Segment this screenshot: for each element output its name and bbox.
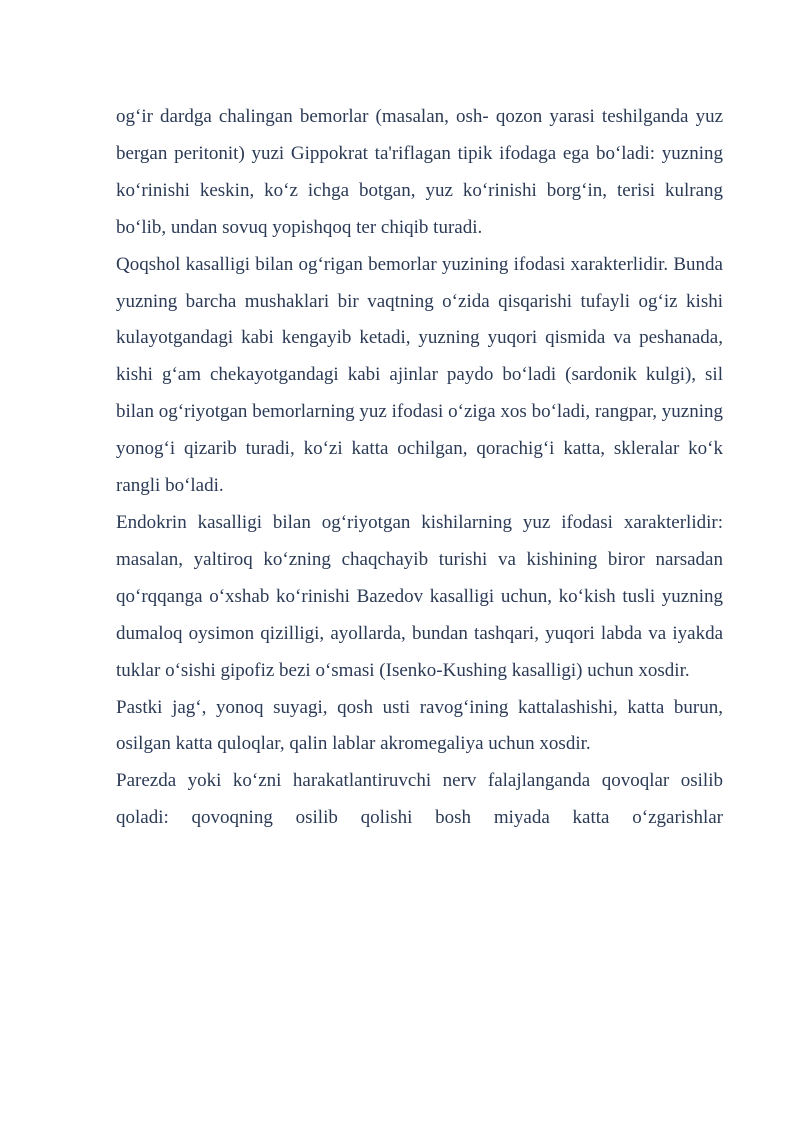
paragraph-gippocrates-face: og‘ir dardga chalingan bemorlar (masalan, osh- qozon yarasi teshilganda yuz bergan peritonit) yuzi Gippokrat ta'riflagan tipik ifodaga ega bo‘ladi: yuzning ko‘rinishi keskin, ko‘z ichga botgan, yuz ko‘rinishi borg‘in, terisi kulrang bo‘lib, undan sovuq yopishqoq ter chiqib turadi.: [116, 106, 723, 238]
paragraph-endocrine-face: Endokrin kasalligi bilan og‘riyotgan kishilarning yuz ifodasi xarakterlidir: masalan, yaltiroq ko‘zning chaqchayib turishi va kishining biror narsadan qo‘rqqanga o‘xshab ko‘rinishi Bazedov kasalligi uchun, ko‘kish tusli yuzning dumaloq oysimon qizilligi, ayollarda, bundan tashqari, yuqori labda va iyakda tuklar o‘sishi gipofiz bezi o‘smasi (Isenko-Kushing kasalligi) uchun xosdir.: [116, 511, 723, 681]
paragraph-acromegaly: Pastki jag‘, yonoq suyagi, qosh usti ravog‘ining kattalashishi, katta burun, osilgan katta quloqlar, qalin lablar akromegaliya uchun xosdir.: [116, 696, 723, 755]
document-page: [116, 99, 723, 837]
paragraph-tetanus-face: Qoqshol kasalligi bilan og‘rigan bemorlar yuzining ifodasi xarakterlidir. Bunda yuzning barcha mushaklari bir vaqtning o‘zida qisqarishi tufayli og‘iz kishi kulayotgandagi kabi kengayib ketadi, yuzning yuqori qismida va peshanada, kishi g‘am chekayotgandagi kabi ajinlar paydo bo‘ladi (sardonik kulgi), sil bilan og‘riyotgan bemorlarning yuz ifodasi o‘ziga xos bo‘ladi, rangpar, yuzning yonog‘i qizarib turadi, ko‘zi katta ochilgan, qorachig‘i katta, skleralar ko‘k rangli bo‘ladi.: [116, 253, 723, 497]
paragraph-paresis: Parezda yoki ko‘zni harakatlantiruvchi nerv falajlanganda qovoqlar osilib qoladi: qovoqning osilib qolishi bosh miyada katta o‘zgarishlar: [116, 770, 723, 829]
